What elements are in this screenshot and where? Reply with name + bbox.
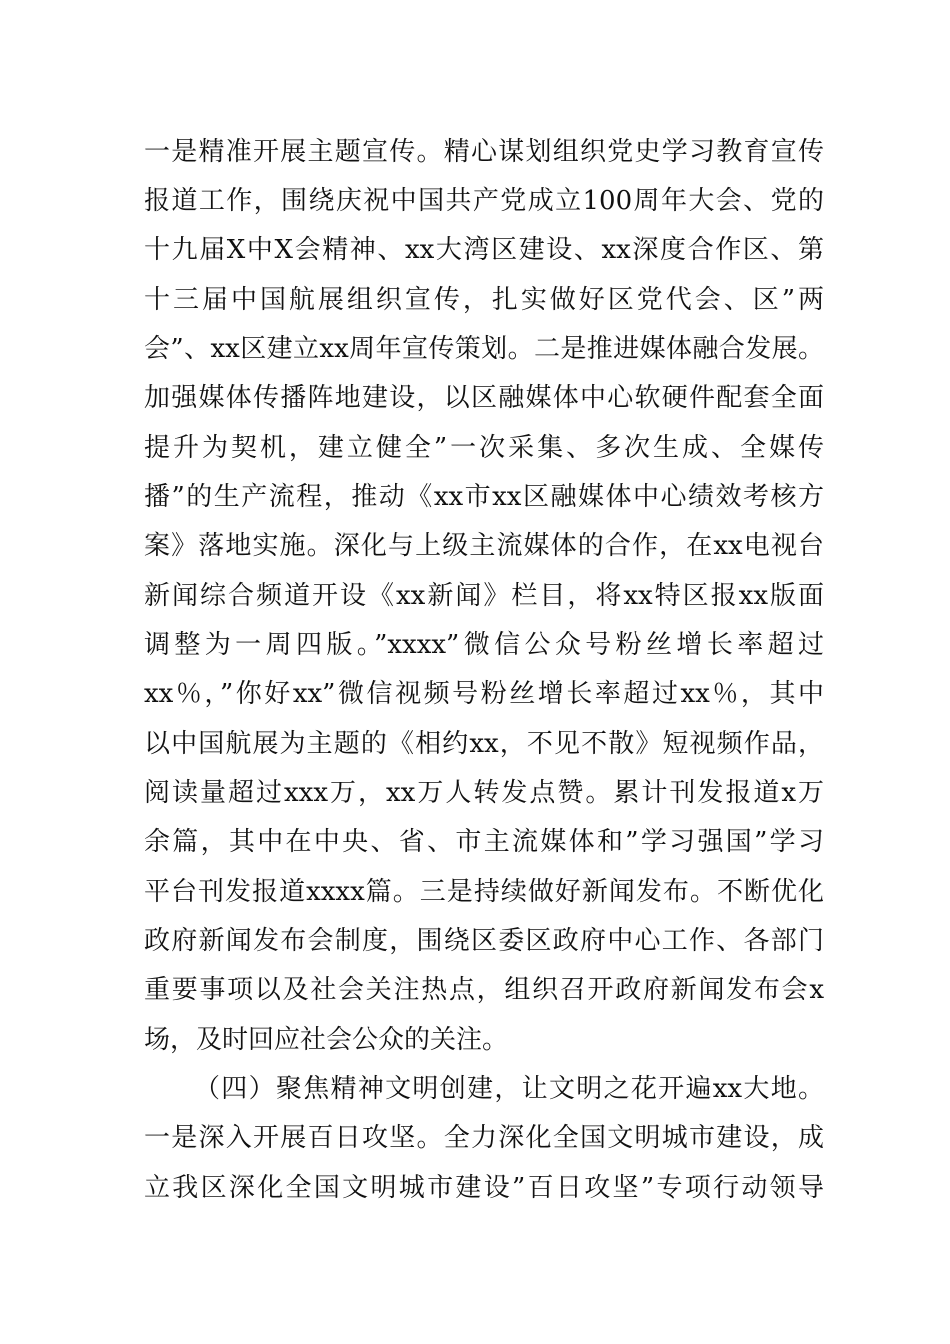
section-heading: （四）聚焦精神文明创建，让文明之花开遍xx大地。: [194, 1074, 824, 1104]
text-line: 重要事项以及社会关注热点，组织召开政府新闻发布会x: [144, 975, 824, 1005]
text-line: 以中国航展为主题的《相约xx，不见不散》短视频作品，: [144, 729, 824, 759]
text-line: 场，及时回应社会公众的关注。: [144, 1025, 509, 1055]
text-line: 余篇，其中在中央、省、市主流媒体和”学习强国”学习: [144, 827, 824, 857]
text-line: 播”的生产流程，推动《xx市xx区融媒体中心绩效考核方: [144, 482, 824, 512]
text-line: 阅读量超过xxx万，xx万人转发点赞。累计刊发报道x万: [144, 778, 824, 808]
text-line: 十九届X中X会精神、xx大湾区建设、xx深度合作区、第: [144, 235, 824, 265]
text-line: 提升为契机，建立健全”一次采集、多次生成、全媒传: [144, 433, 824, 463]
text-line: xx％，”你好xx”微信视频号粉丝增长率超过xx％，其中: [144, 679, 824, 709]
text-line: 立我区深化全国文明城市建设”百日攻坚”专项行动领导: [144, 1173, 824, 1203]
text-line: 报道工作，围绕庆祝中国共产党成立100周年大会、党的: [144, 186, 824, 216]
text-line: 新闻综合频道开设《xx新闻》栏目，将xx特区报xx版面: [144, 581, 824, 611]
text-line: 政府新闻发布会制度，围绕区委区政府中心工作、各部门: [144, 926, 824, 956]
text-line: 调整为一周四版。”xxxx”微信公众号粉丝增长率超过: [144, 630, 824, 660]
text-line: 会”、xx区建立xx周年宣传策划。二是推进媒体融合发展。: [144, 334, 824, 364]
text-line: 一是精准开展主题宣传。精心谋划组织党史学习教育宣传: [144, 137, 824, 167]
text-line: 加强媒体传播阵地建设，以区融媒体中心软硬件配套全面: [144, 383, 824, 413]
text-line: 案》落地实施。深化与上级主流媒体的合作，在xx电视台: [144, 531, 824, 561]
text-line: 平台刊发报道xxxx篇。三是持续做好新闻发布。不断优化: [144, 877, 824, 907]
text-line: 一是深入开展百日攻坚。全力深化全国文明城市建设，成: [144, 1123, 824, 1153]
text-line: 十三届中国航展组织宣传，扎实做好区党代会、区”两: [144, 285, 824, 315]
